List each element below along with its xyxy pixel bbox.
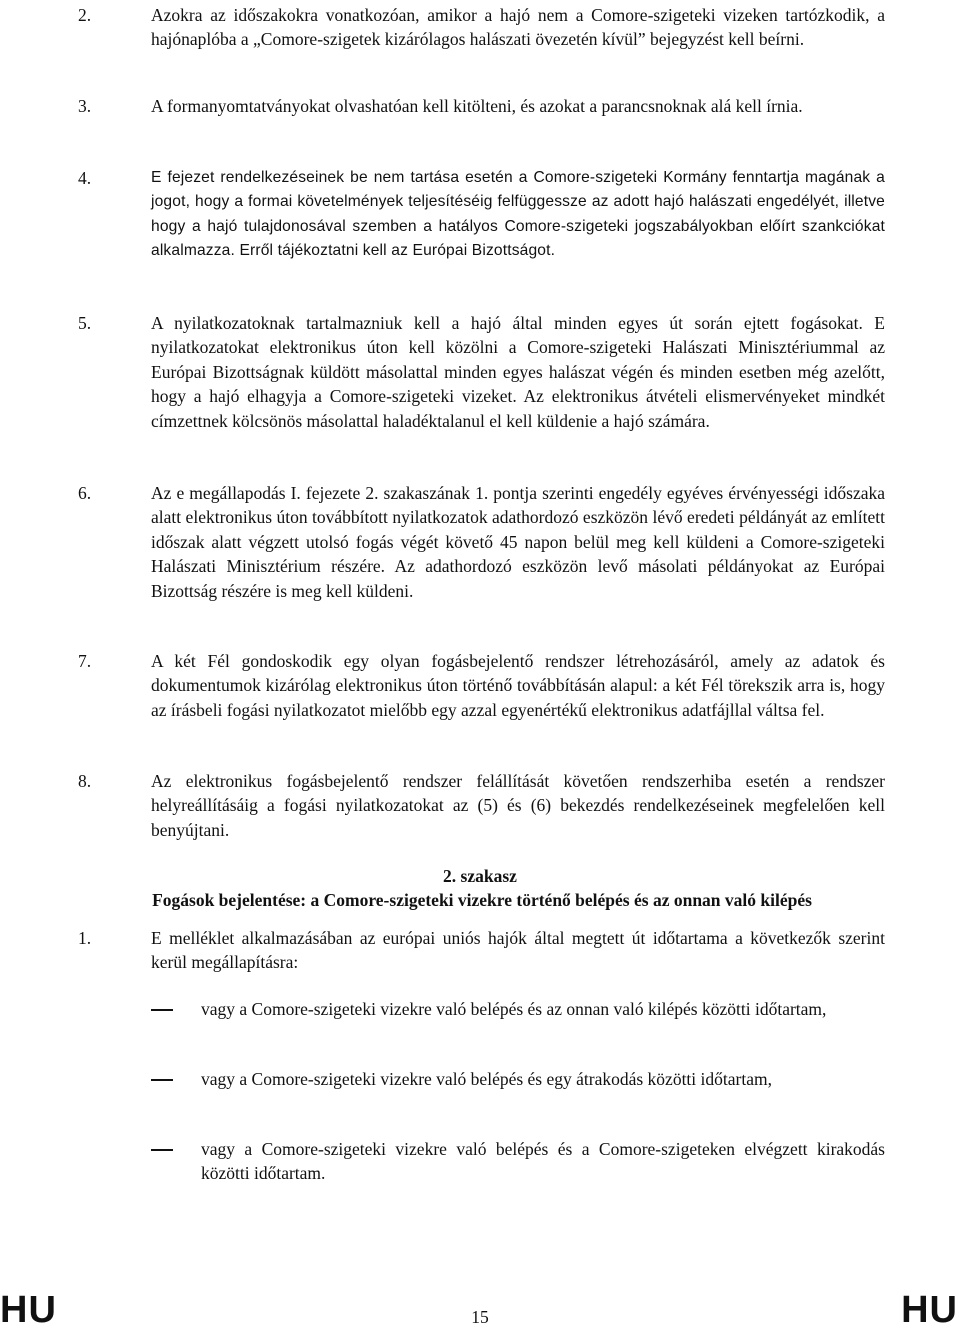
item-number: 4.: [78, 168, 92, 188]
item-number: 6.: [78, 483, 92, 503]
dash-bullet: [151, 1009, 173, 1011]
item-number: 5.: [78, 313, 92, 333]
item-text: A nyilatkozatoknak tartalmazniuk kell a hajó által minden egyes út során ejtett fogásokat. E nyilatkozatokat elektronikus úton kell közölni a Comore-szigeteki Halászati Minisztériummal az Európai Bizottságnak küldött másolattal minden egyes halászat végén és minden esetben még azelőtt, hogy a hajó elhagyja a Comore-szigeteki vizeket. Az elektronikus átvételi elismervényeket mindkét címzettnek kölcsönös másolattal haladéktalanul el kell küldenie a hajó számára.: [151, 313, 885, 431]
footer-language-right: HU: [901, 1289, 958, 1331]
item-text: E melléklet alkalmazásában az európai uniós hajók által megtett út időtartama a következők szerint kerül megállapításra:: [151, 928, 885, 973]
item-number: 7.: [78, 651, 92, 671]
item-text: A formanyomtatványokat olvashatóan kell kitölteni, és azokat a parancsnoknak alá kell írnia.: [151, 96, 803, 116]
section-number: 2. szakasz: [443, 866, 517, 886]
dash-bullet: [151, 1149, 173, 1151]
dash-bullet: [151, 1079, 173, 1081]
item-text: Az elektronikus fogásbejelentő rendszer felállítását követően rendszerhiba esetén a rendszer helyreállításáig a fogási nyilatkozatokat az (5) és (6) bekezdés rendelkezéseinek megfelelően kell benyújtani.: [151, 771, 885, 840]
dash-item-text: vagy a Comore-szigeteki vizekre való belépés és a Comore-szigeteken elvégzett kirakodás közötti időtartam.: [201, 1139, 885, 1184]
footer-language-left: HU: [0, 1289, 57, 1331]
item-number: 1.: [78, 928, 92, 948]
dash-item-text: vagy a Comore-szigeteki vizekre való belépés és az onnan való kilépés közötti időtartam,: [201, 999, 827, 1019]
item-text: Azokra az időszakokra vonatkozóan, amikor a hajó nem a Comore-szigeteki vizeken tartózkodik, a hajónaplóba a „Comore-szigetek kizárólagos halászati övezetén kívül” bejegyzést kell beírni.: [151, 5, 885, 50]
section-title: Fogások bejelentése: a Comore-szigeteki vizekre történő belépés és az onnan való kilépés: [152, 890, 812, 910]
item-text: E fejezet rendelkezéseinek be nem tartása esetén a Comore-szigeteki Kormány fenntartja magának a jogot, hogy a formai követelmények teljesítéséig felfüggessze az adott hajó halászati engedélyét, illetve hogy a hajó tulajdonosával szemben a hatályos Comore-szigeteki jogszabályokban előírt szankciókat alkalmazza. Erről tájékoztatni kell az Európai Bizottságot.: [151, 169, 885, 260]
item-number: 8.: [78, 771, 92, 791]
item-number: 3.: [78, 96, 92, 116]
item-text: Az e megállapodás I. fejezete 2. szakaszának 1. pontja szerinti engedély egyéves érvényességi időszaka alatt elektronikus úton továbbított nyilatkozatok adathordozó eszközön lévő eredeti példányát az említett időszak alatt végzett utolsó fogás végét követő 45 napon belül meg kell küldeni a Comore-szigeteki Halászati Minisztérium részére. Az adathordozó eszközön levő másolati példányokat az Európai Bizottság részére is meg kell küldeni.: [151, 483, 885, 601]
page-number: 15: [471, 1307, 489, 1327]
item-text: A két Fél gondoskodik egy olyan fogásbejelentő rendszer létrehozásáról, amely az adatok és dokumentumok kizárólag elektronikus úton történő továbbításán alapul: a két Fél törekszik arra is, hogy az írásbeli fogási nyilatkozatot mielőbb egy azzal egyenértékű elektronikus adatfájllal váltsa fel.: [151, 651, 885, 720]
dash-item-text: vagy a Comore-szigeteki vizekre való belépés és egy átrakodás közötti időtartam,: [201, 1069, 772, 1089]
item-number: 2.: [78, 5, 92, 25]
